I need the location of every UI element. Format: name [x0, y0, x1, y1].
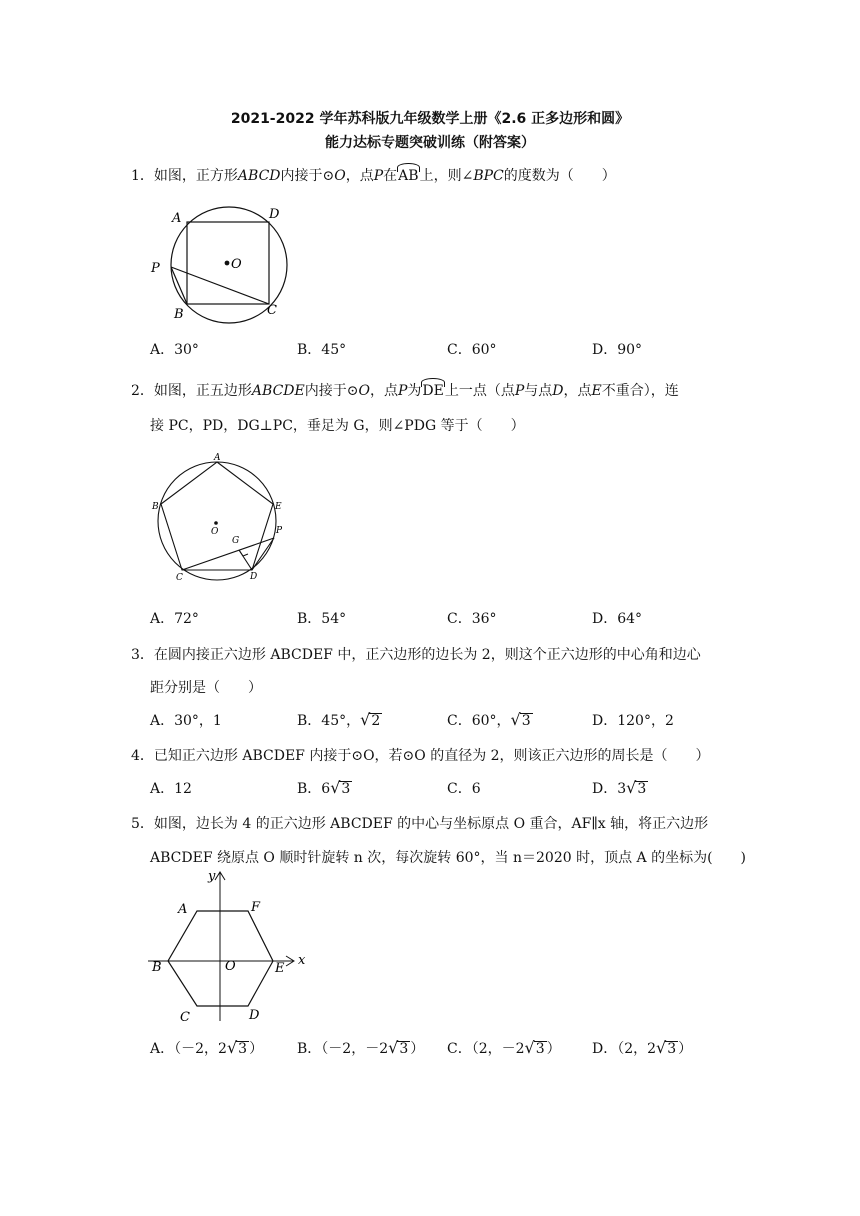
- arc-de: DE: [422, 383, 444, 399]
- label-a: A: [214, 453, 221, 463]
- option-a[interactable]: A．72°: [150, 611, 199, 627]
- option-d[interactable]: D．3√3: [592, 778, 647, 797]
- figure-pentagon-in-circle: [148, 452, 288, 587]
- option-c[interactable]: C．60°: [447, 342, 497, 358]
- label-c: C: [176, 573, 183, 583]
- option-a[interactable]: A．（－2，2√3 ）: [150, 1038, 264, 1057]
- option-b[interactable]: B．（－2，－2√3 ）: [297, 1038, 425, 1057]
- option-c[interactable]: C．60°，√3: [447, 710, 531, 729]
- option-c[interactable]: C．6: [447, 781, 481, 797]
- option-a[interactable]: A．12: [150, 781, 192, 797]
- label-p: P: [151, 261, 160, 276]
- option-c[interactable]: C．36°: [447, 611, 497, 627]
- figure-square-in-circle: [145, 200, 295, 325]
- document-title: 2021-2022 学年苏科版九年级数学上册《2.6 正多边形和圆》: [230, 111, 630, 127]
- label-d: D: [249, 1008, 260, 1023]
- label-c: C: [180, 1010, 190, 1025]
- label-x: x: [298, 953, 306, 968]
- option-d[interactable]: D．64°: [592, 611, 643, 627]
- figure-hexagon-on-axes: [145, 866, 320, 1026]
- question-1-options: [150, 339, 750, 359]
- label-a: A: [172, 211, 182, 226]
- label-c: C: [267, 303, 277, 318]
- question-1-stem: 1．如图，正方形ABCD内接于⊙O，点P在AB上，则∠BPC的度数为（ ）: [131, 168, 616, 184]
- label-y: y: [208, 869, 216, 884]
- document-subtitle: 能力达标专题突破训练（附答案）: [325, 135, 535, 151]
- question-3-stem-cont: 距分别是（ ）: [150, 680, 262, 696]
- option-b[interactable]: B．45°，√2: [297, 710, 381, 729]
- option-d[interactable]: D．90°: [592, 342, 643, 358]
- option-a[interactable]: A．30°，1: [150, 713, 222, 729]
- question-3-options: [150, 710, 750, 730]
- question-3-stem: 3．在圆内接正六边形 ABCDEF 中，正六边形的边长为 2，则这个正六边形的中心角和边心: [131, 647, 701, 663]
- option-d[interactable]: D．（2，2√3 ）: [592, 1038, 693, 1057]
- question-2-stem-cont: 接 PC，PD，DG⊥PC，垂足为 G，则∠PDG 等于（ ）: [150, 418, 525, 434]
- label-a: A: [178, 902, 188, 917]
- label-f: F: [251, 900, 261, 915]
- question-5-stem: 5．如图，边长为 4 的正六边形 ABCDEF 的中心与坐标原点 O 重合，AF∥x 轴，将正六边形: [131, 816, 709, 832]
- option-b[interactable]: B．54°: [297, 611, 347, 627]
- option-c[interactable]: C．（2，－2√3 ）: [447, 1038, 561, 1057]
- label-d: D: [269, 207, 280, 222]
- label-p: P: [276, 526, 283, 536]
- label-o: O: [225, 959, 236, 974]
- label-e: E: [275, 961, 285, 976]
- option-d[interactable]: D．120°，2: [592, 713, 674, 729]
- option-a[interactable]: A．30°: [150, 342, 199, 358]
- question-5-options: [150, 1038, 750, 1058]
- question-2-stem: 2．如图，正五边形ABCDE内接于⊙O，点P为DE上一点（点P与点D，点E不重合），连: [131, 383, 679, 399]
- label-g: G: [232, 536, 240, 546]
- arc-ab: AB: [398, 168, 419, 184]
- option-b[interactable]: B．6√3: [297, 778, 351, 797]
- label-o: O: [231, 257, 242, 272]
- label-o: O: [211, 527, 219, 537]
- label-b: B: [152, 502, 159, 512]
- label-e: E: [275, 502, 282, 512]
- option-b[interactable]: B．45°: [297, 342, 347, 358]
- question-5-stem-cont: ABCDEF 绕原点 O 顺时针旋转 n 次，每次旋转 60°，当 n＝2020 时，顶点 A 的坐标为( ): [150, 850, 747, 866]
- label-b: B: [174, 307, 184, 322]
- question-4-stem: 4．已知正六边形 ABCDEF 内接于⊙O，若⊙O 的直径为 2，则该正六边形的周长是（ ）: [131, 748, 710, 764]
- label-b: B: [152, 960, 162, 975]
- question-2-options: [150, 608, 750, 628]
- question-4-options: [150, 778, 750, 798]
- label-d: D: [250, 572, 258, 582]
